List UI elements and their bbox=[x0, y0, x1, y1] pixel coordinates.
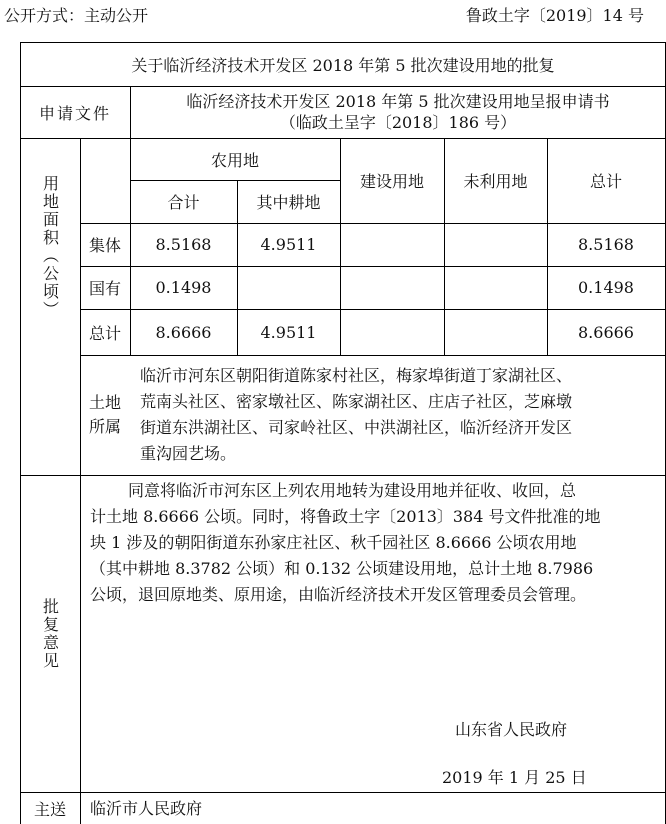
disclosure-method: 公开方式：主动公开 bbox=[4, 6, 149, 25]
col-agri-subtotal: 合计 bbox=[167, 193, 200, 212]
row-label: 总计 bbox=[88, 323, 121, 343]
document-number: 鲁政土字〔2019〕14 号 bbox=[465, 6, 644, 25]
col-agricultural-land: 农用地 bbox=[210, 150, 259, 170]
application-file-title: 临沂经济技术开发区 2018 年第 5 批次建设用地呈报申请书 bbox=[186, 92, 610, 111]
ownership-line: 临沂市河东区朝阳街道陈家村社区，梅家埠街道丁家湖社区、 bbox=[140, 366, 573, 385]
cell-agri-total: 8.6666 bbox=[155, 322, 212, 342]
land-area-label: 用地面积（公顷） bbox=[40, 174, 60, 319]
ownership-label-text: 土地所属 bbox=[88, 393, 121, 436]
ownership-label bbox=[80, 355, 130, 475]
approval-line: 计土地 8.6666 公顷。同时，将鲁政土字〔2013〕384 号文件批准的地 bbox=[90, 507, 601, 526]
ownership-text bbox=[140, 363, 658, 467]
cell-unused bbox=[444, 266, 547, 309]
ownership-line: 重沟园艺场。 bbox=[140, 444, 237, 463]
approval-line: 同意将临沂市河东区上列农用地转为建设用地并征收、收回，总 bbox=[128, 481, 577, 500]
cell-cultivated: 4.9511 bbox=[260, 322, 317, 342]
cell-agri-total: 0.1498 bbox=[155, 278, 212, 297]
col-unused-land: 未利用地 bbox=[463, 172, 528, 191]
cell-agri-total: 8.5168 bbox=[155, 235, 212, 254]
application-file bbox=[130, 86, 666, 138]
approval-line: 块 1 涉及的朝阳街道东孙家庄社区、秋千园社区 8.6666 公顷农用地 bbox=[90, 533, 577, 552]
approval-line: （其中耕地 8.3782 公顷）和 0.132 公顷建设用地，总计土地 8.7986 bbox=[90, 559, 594, 578]
cc-label: 主送 bbox=[33, 799, 66, 819]
ownership-line: 街道东洪湖社区、司家岭社区、中洪湖社区，临沂经济开发区 bbox=[140, 418, 573, 437]
row-label: 集体 bbox=[88, 236, 121, 255]
cell-total: 8.6666 bbox=[578, 322, 634, 342]
col-grand-total: 总计 bbox=[589, 172, 622, 191]
cell-construction bbox=[340, 309, 444, 355]
document-title: 关于临沂经济技术开发区 2018 年第 5 批次建设用地的批复 bbox=[131, 55, 555, 75]
approval-line: 公顷，退回原地类、原用途，由临沂经济技术开发区管理委员会管理。 bbox=[90, 585, 587, 604]
cell-construction bbox=[340, 266, 444, 309]
cell-total: 8.5168 bbox=[578, 235, 634, 254]
cell-construction bbox=[340, 223, 444, 266]
cell-total: 0.1498 bbox=[578, 278, 634, 297]
cell-cultivated: 4.9511 bbox=[260, 235, 317, 254]
cell-cultivated bbox=[237, 266, 340, 309]
row-label: 国有 bbox=[88, 279, 121, 298]
cell-unused bbox=[444, 223, 547, 266]
col-cultivated-land: 其中耕地 bbox=[256, 193, 321, 212]
approval-signer: 山东省人民政府 bbox=[455, 720, 568, 739]
cell-unused bbox=[444, 309, 547, 355]
approval-text bbox=[90, 478, 656, 608]
ownership-line: 荒南头社区、密家墩社区、陈家湖社区、庄店子社区，芝麻墩 bbox=[140, 392, 573, 411]
approval-label: 批复意见 bbox=[40, 597, 60, 670]
cc-recipient: 临沂市人民政府 bbox=[90, 799, 203, 818]
application-label: 申请文件 bbox=[38, 103, 111, 123]
approval-date: 2019 年 1 月 25 日 bbox=[442, 768, 587, 787]
col-construction-land: 建设用地 bbox=[359, 172, 424, 191]
application-file-number: （临政土呈字〔2018〕186 号） bbox=[279, 113, 517, 132]
